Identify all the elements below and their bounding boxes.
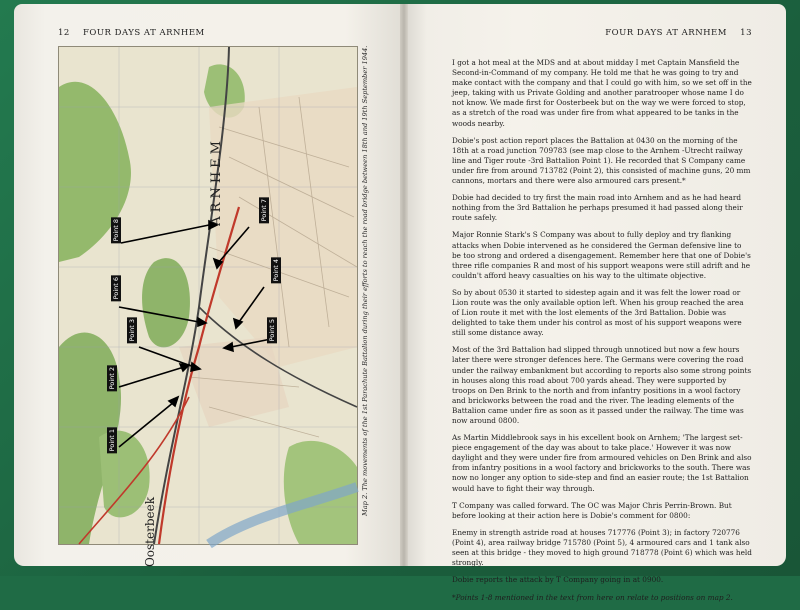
right-running-head: FOUR DAYS AT ARNHEM	[605, 28, 727, 38]
map-point-2-label: Point 2	[108, 367, 116, 390]
paragraph: As Martin Middlebrook says in his excellent book on Arnhem; 'The largest set-piece engagement of the day was about to take place.' However it was now daylight and they were under fire from armoured vehicles on Den Brink and also from infantry positions in a wool factory and brickworks to the south. There was now no longer any option to side-step and find an easier route; the 1st Battalion would have to fight their way through.	[452, 433, 752, 493]
left-page	[14, 4, 404, 566]
map-place-arnhem: ARNHEM	[209, 137, 224, 226]
paragraph: Dobie reports the attack by T Company going in at 0900.	[452, 575, 664, 585]
map-point-8-label: Point 8	[112, 219, 120, 242]
map-graphic	[59, 47, 357, 544]
paragraph: Major Ronnie Stark's S Company was about to fully deploy and try flanking attacks when Dobie intervened as he considered the German defensive line to be too strong and ordered a disengagement. Remember here that one of Dobie's three rifle companies R and most of his support weapons were still adrift and he couldn't afford heavy casualties on his way to the ultimate objective.	[452, 230, 751, 280]
paragraph: I got a hot meal at the MDS and at about midday I met Captain Mansfield the Second-in-Command of my company. He told me that he was going to try and make contact with the company and that I could go with him, so we set off in the jeep, taking with us Private Golding and another paratrooper whose name I do not know. We made first for Oosterbeek but on the way we were forced to stop, as a stretch of the road was under fire from what appeared to be tanks in the woods nearby.	[452, 58, 752, 128]
left-page-number: 12	[58, 28, 70, 38]
paragraph: So by about 0530 it started to sidestep again and it was felt the lower road or Lion route was the only available option left. When his group reached the area of Lion route it met with the lost elements of the 3rd Battalion. Dobie was delighted to take them under his control as most of his support weapons were still some distance away.	[452, 287, 744, 338]
map-point-7-label: Point 7	[260, 199, 268, 222]
map-caption-container	[360, 46, 384, 543]
map-point-3-label: Point 3	[128, 319, 136, 342]
right-page-number: 13	[740, 28, 752, 38]
map-point-5-label: Point 5	[268, 319, 276, 342]
paragraph: T Company was called forward. The OC was Major Chris Perrin-Brown. But before looking at their action here is Dobie's comment for 0800:	[452, 500, 732, 520]
paragraph: Most of the 3rd Battalion had slipped through unnoticed but now a few hours later there were stronger defences here. The Germans were covering the road under the railway embankment but according to reports also some strong points in houses along this road about 700 yards ahead. They were supported by troops on Den Brink to the north and from infantry positions in a wool factory and brickworks between the road and the river. The leading elements of the Battalion came under fire as soon as it passed under the railway. The time was now around 0800.	[452, 345, 752, 425]
left-running-head: FOUR DAYS AT ARNHEM	[83, 28, 205, 38]
book-spine	[400, 4, 408, 566]
arnhem-map	[58, 46, 358, 568]
paragraph: Dobie had decided to try first the main road into Arnhem and as he had heard nothing from the 3rd Battalion he perhaps presumed it had passed along their route safely.	[452, 193, 743, 223]
map-caption: Map 2. The movements of the 1st Parachute Battalion during their efforts to reach the road bridge between 18th and 19th September 1944.	[361, 46, 369, 517]
left-running-header	[58, 28, 215, 38]
map-point-4-label: Point 4	[272, 259, 280, 282]
right-running-header	[605, 28, 752, 38]
right-page	[404, 4, 786, 603]
map-point-6-label: Point 6	[112, 277, 120, 300]
paragraph: Dobie's post action report places the Battalion at 0430 on the morning of the 18th at a road junction 709783 (see map close to the Arnhem -Utrecht railway line and Tiger route -3rd Battalion Point 1). He recorded that S Company came under fire from around 713782 (Point 2), this consisted of machine guns, 20 mm cannons, mortars and there were also armoured cars present.*	[452, 135, 751, 186]
map-place-oosterbeek: Oosterbeek	[143, 497, 157, 568]
body-text	[452, 58, 752, 610]
map-point-1-label: Point 1	[108, 429, 116, 452]
paragraph: Enemy in strength astride road at houses 717776 (Point 3); in factory 720776 (Point 4), area railway bridge 715780 (Point 5), 4 armoured cars and 1 tank also seen at this bridge - they moved to high ground 718778 (Point 6) which was held strongly.	[452, 527, 752, 568]
open-booklet	[14, 4, 786, 603]
footnote: *Points 1-8 mentioned in the text from here on relate to positions on map 2.	[452, 593, 733, 603]
